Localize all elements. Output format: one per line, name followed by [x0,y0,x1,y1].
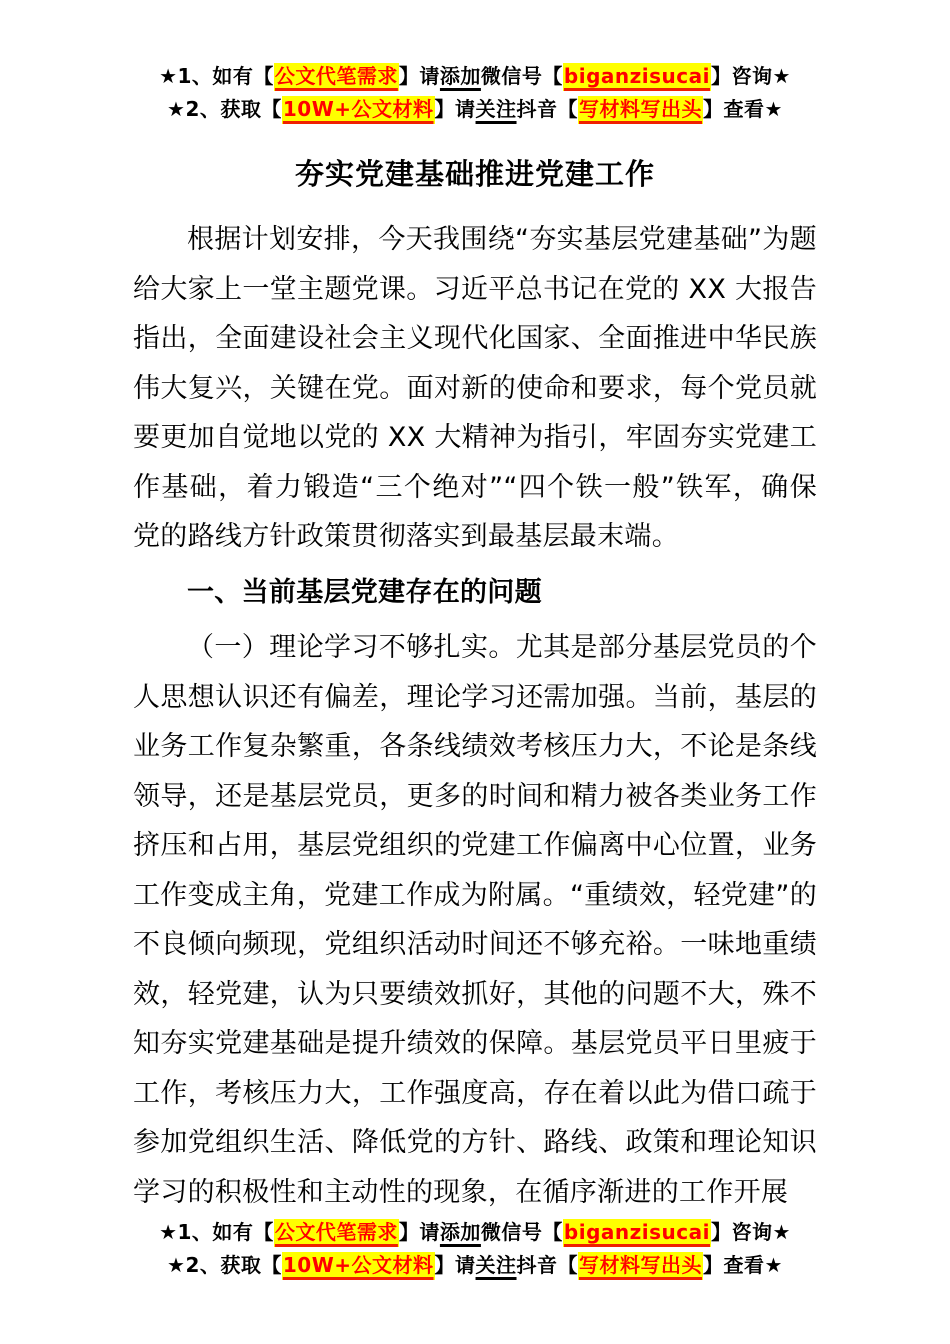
promo-highlight: 10W+公文材料 [282,1252,435,1280]
promo-text: 】请 [398,64,440,88]
promo-underlined-text: 关注 [475,1253,517,1277]
promo-text: ★1、如有【 [159,64,274,88]
promo-header [133,60,817,126]
promo-text: 】查看★ [703,97,783,121]
section-heading-1: 一、当前基层党建存在的问题 [187,576,542,608]
promo-underlined-text: 添加 [439,64,481,88]
promo-text: 抖音【 [516,97,579,121]
promo-highlight: 写材料写出头 [578,1252,703,1280]
promo-text: 】请 [434,1253,476,1277]
promo-highlight: 写材料写出头 [578,96,703,124]
promo-underlined-text: 添加 [439,1220,481,1244]
promo-text: ★2、获取【 [167,97,282,121]
promo-highlight: 公文代笔需求 [274,1219,399,1247]
body-paragraph-1: 根据计划安排，今天我围绕“夯实基层党建基础”为题给大家上一堂主题党课。习近平总书记在党的 XX 大报告指出，全面建设社会主义现代化国家、全面推进中华民族伟大复兴，关键在党。面对新的使命和要求，每个党员就要更加自觉地以党的 XX 大精神为指引，牢固夯实党建工作基础，着力锻造“三个绝对”“四个铁一般”铁军，确保党的路线方针政策贯彻落实到最基层最末端。 [133,224,817,552]
promo-text: 】查看★ [703,1253,783,1277]
promo-header-line-1 [133,60,817,93]
promo-text: 】咨询★ [711,1220,791,1244]
body-paragraph-2: （一）理论学习不够扎实。尤其是部分基层党员的个人思想认识还有偏差，理论学习还需加强。当前，基层的业务工作复杂繁重，各条线绩效考核压力大，不论是条线领导，还是基层党员，更多的时间和精力被各类业务工作挤压和占用，基层党组织的党建工作偏离中心位置，业务工作变成主角，党建工作成为附属。“重绩效，轻党建”的不良倾向频现，党组织活动时间还不够充裕。一味地重绩效，轻党建，认为只要绩效抓好，其他的问题不大，殊不知夯实党建基础是提升绩效的保障。基层党员平日里疲于工作，考核压力大，工作强度高，存在着以此为借口疏于参加党组织生活、降低党的方针、路线、政策和理论知识学习的积极性和主动性的现象，在循序渐进的工作开展 [133,632,817,1208]
promo-footer-line-2 [0,1249,950,1282]
promo-text: 微信号【 [480,1220,563,1244]
promo-text: 】咨询★ [711,64,791,88]
promo-text: 抖音【 [516,1253,579,1277]
promo-highlight: 10W+公文材料 [282,96,435,124]
promo-underlined-text: 关注 [475,97,517,121]
promo-footer [0,1216,950,1282]
promo-highlight: 公文代笔需求 [274,63,399,91]
promo-text: 微信号【 [480,64,563,88]
promo-text: ★2、获取【 [167,1253,282,1277]
promo-highlight: biganzisucai [563,1219,711,1247]
document-title: 夯实党建基础推进党建工作 [294,157,655,191]
promo-text: 】请 [434,97,476,121]
promo-text: ★1、如有【 [159,1220,274,1244]
promo-footer-line-1 [0,1216,950,1249]
promo-header-line-2 [133,93,817,126]
document-body [133,215,817,1217]
promo-text: 】请 [398,1220,440,1244]
promo-highlight: biganzisucai [563,63,711,91]
